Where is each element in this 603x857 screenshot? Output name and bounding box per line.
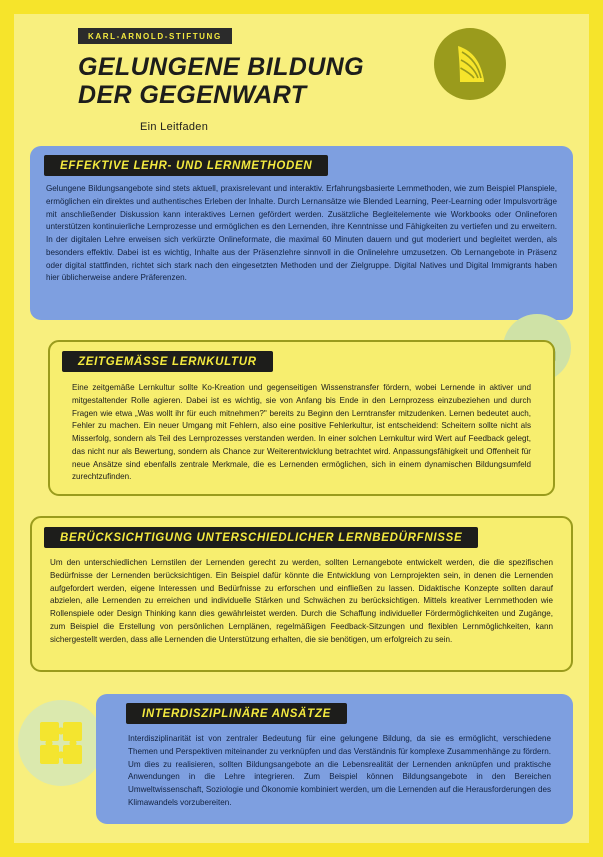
- page-subtitle: Ein Leitfaden: [140, 121, 209, 133]
- section-heading-wrap: [44, 146, 573, 176]
- page-title-line-1: GELUNGENE BILDUNG: [78, 53, 364, 81]
- section-body-beruecksichtigung-unterschiedlicher-lernbeduerfnisse: Um den unterschiedlichen Lernstilen der Lernenden gerecht zu werden, sollten Lernangebote entwickelt werden, die die spezifischen Bedürfnisse der Lernenden berücksichtigen. Ein Beispiel dafür könnte die Entwicklung von Lernprojekten sein, in denen die Lernenden aufgefordert werden, eigene Interessen und Bedürfnisse zu erforschen und einfließen zu lassen. Didaktische Konzepte sollten darauf abzielen, alle Lernenden zu erreichen und individuelle Stärken und Schwächen zu berücksichtigen. Mittels kreativer Lernmethoden wie Rollenspiele oder Design Thinking kann dies gewährleistet werden. Durch die Schaffung individueller Fördermöglichkeiten und Zugänge, zum Beispiel die Erstellung von persönlichen Lernplänen, regelmäßigen Feedback-Sitzungen und flexiblen Lernmöglichkeiten, kann sichergestellt werden, dass alle Lernenden die Unterstützung erhalten, die sie benötigen, um erfolgreich zu sein.: [50, 558, 553, 644]
- section-heading-zeitgemaesse-lernkultur: ZEITGEMÄSSE LERNKULTUR: [62, 351, 273, 372]
- section-heading-effektive-lehr-und-lernmethoden: EFFEKTIVE LEHR- UND LERNMETHODEN: [44, 155, 328, 176]
- section-card-interdisziplinaere-ansaetze: [96, 694, 573, 824]
- section-body-effektive-lehr-und-lernmethoden: Gelungene Bildungsangebote sind stets aktuell, praxisrelevant und interaktiv. Erfahrungsbasierte Lernmethoden, wie zum Beispiel Planspiele, ermöglichen ein direktes und authentisches Erleben der Inhalte. Durch Lernansätze wie Blended Learning, Peer-Learning oder Impulsvorträge mit anschließender Diskussion kann interaktives Lernen gefördert werden. Zusätzliche Begleitelemente wie Workbooks oder Onlineforen unterstützen kontinuierliche Lernprozesse und ermöglichen es den Lernenden, ihre Kenntnisse und Fähigkeiten zu vertiefen und zu erweitern. In der digitalen Lehre erweisen sich verkürzte Onlineformate, die maximal 60 Minuten dauern und gut moderiert und begleitet werden, als besonders effektiv. Dabei ist es wichtig, Inhalte aus der Präsenzlehre sinnvoll in die Onlinelehre umzusetzen. Ob Lernangebote in Präsenz oder digital stattfinden, richtet sich stark nach den eingesetzten Methoden und der Zielgruppe. Digital Natives und Digital Immigrants haben hier üblicherweise andere Präferenzen.: [46, 184, 557, 283]
- puzzle-icon: [18, 700, 104, 786]
- section-card-beruecksichtigung-unterschiedlicher-lernbeduerfnisse: [30, 516, 573, 672]
- section-heading-wrap: [44, 518, 571, 548]
- poster-header: [78, 26, 518, 136]
- page-title: [78, 53, 378, 109]
- page-title-line-2: DER GEGENWART: [78, 81, 307, 109]
- section-heading-beruecksichtigung-unterschiedlicher-lernbeduerfnisse: BERÜCKSICHTIGUNG UNTERSCHIEDLICHER LERNBEDÜRFNISSE: [44, 527, 478, 548]
- section-heading-wrap: [126, 694, 573, 724]
- section-heading-interdisziplinaere-ansaetze: INTERDISZIPLINÄRE ANSÄTZE: [126, 703, 347, 724]
- section-heading-wrap: [62, 342, 553, 372]
- section-card-zeitgemaesse-lernkultur: [48, 340, 555, 496]
- book-logo-icon: [434, 28, 506, 100]
- section-card-effektive-lehr-und-lernmethoden: [30, 146, 573, 320]
- brand-tag: KARL-ARNOLD-STIFTUNG: [78, 28, 232, 44]
- section-body-interdisziplinaere-ansaetze: Interdisziplinarität ist von zentraler Bedeutung für eine gelungene Bildung, da sie es ermöglicht, verschiedene Themen und Perspektiven miteinander zu verknüpfen und das Verständnis für komplexe Zusammenhänge zu fördern. Um dies zu realisieren, sollten Bildungsangebote an die Lebensrealität der Lernenden anknüpfen und praktische Anwendungen in die Lehre integrieren. Zum Beispiel können Bildungsangebote in den Bereichen Umweltwissenschaft, Soziologie und Ökonomie kombiniert werden, um die Lernenden auf die Herausforderungen des Klimawandels vorzubereiten.: [128, 734, 551, 807]
- section-body-zeitgemaesse-lernkultur: Eine zeitgemäße Lernkultur sollte Ko-Kreation und gegenseitigen Wissenstransfer fördern, wobei Lernende in aktiver und mitgestaltender Rolle agieren. Dabei ist es wichtig, sie von Anfang bis Ende in den Lernprozess einzubeziehen und durch Fragen wie etwa „Was wollt ihr für euch mitnehmen?" bereits zu Beginn den Lerntransfer mitzudenken. Lernen bedeutet auch, Fehler zu machen. Ein neuer Umgang mit Fehlern, also eine positive Fehlerkultur, ist entscheidend: Scheitern sollte nicht als Misserfolg, sondern als Teil des Lernprozesses verstanden werden. In einer solchen Lernkultur wird Wert auf Feedback gelegt, das nicht nur als Bewertung, sondern als Chance zur Weiterentwicklung betrachtet wird. Anpassungsfähigkeit und Offenheit für neue Ansätze sind ebenfalls zentrale Merkmale, die es Lernenden ermöglichen, sich in einem dynamischen Bildungsumfeld zurechtzufinden.: [72, 383, 531, 482]
